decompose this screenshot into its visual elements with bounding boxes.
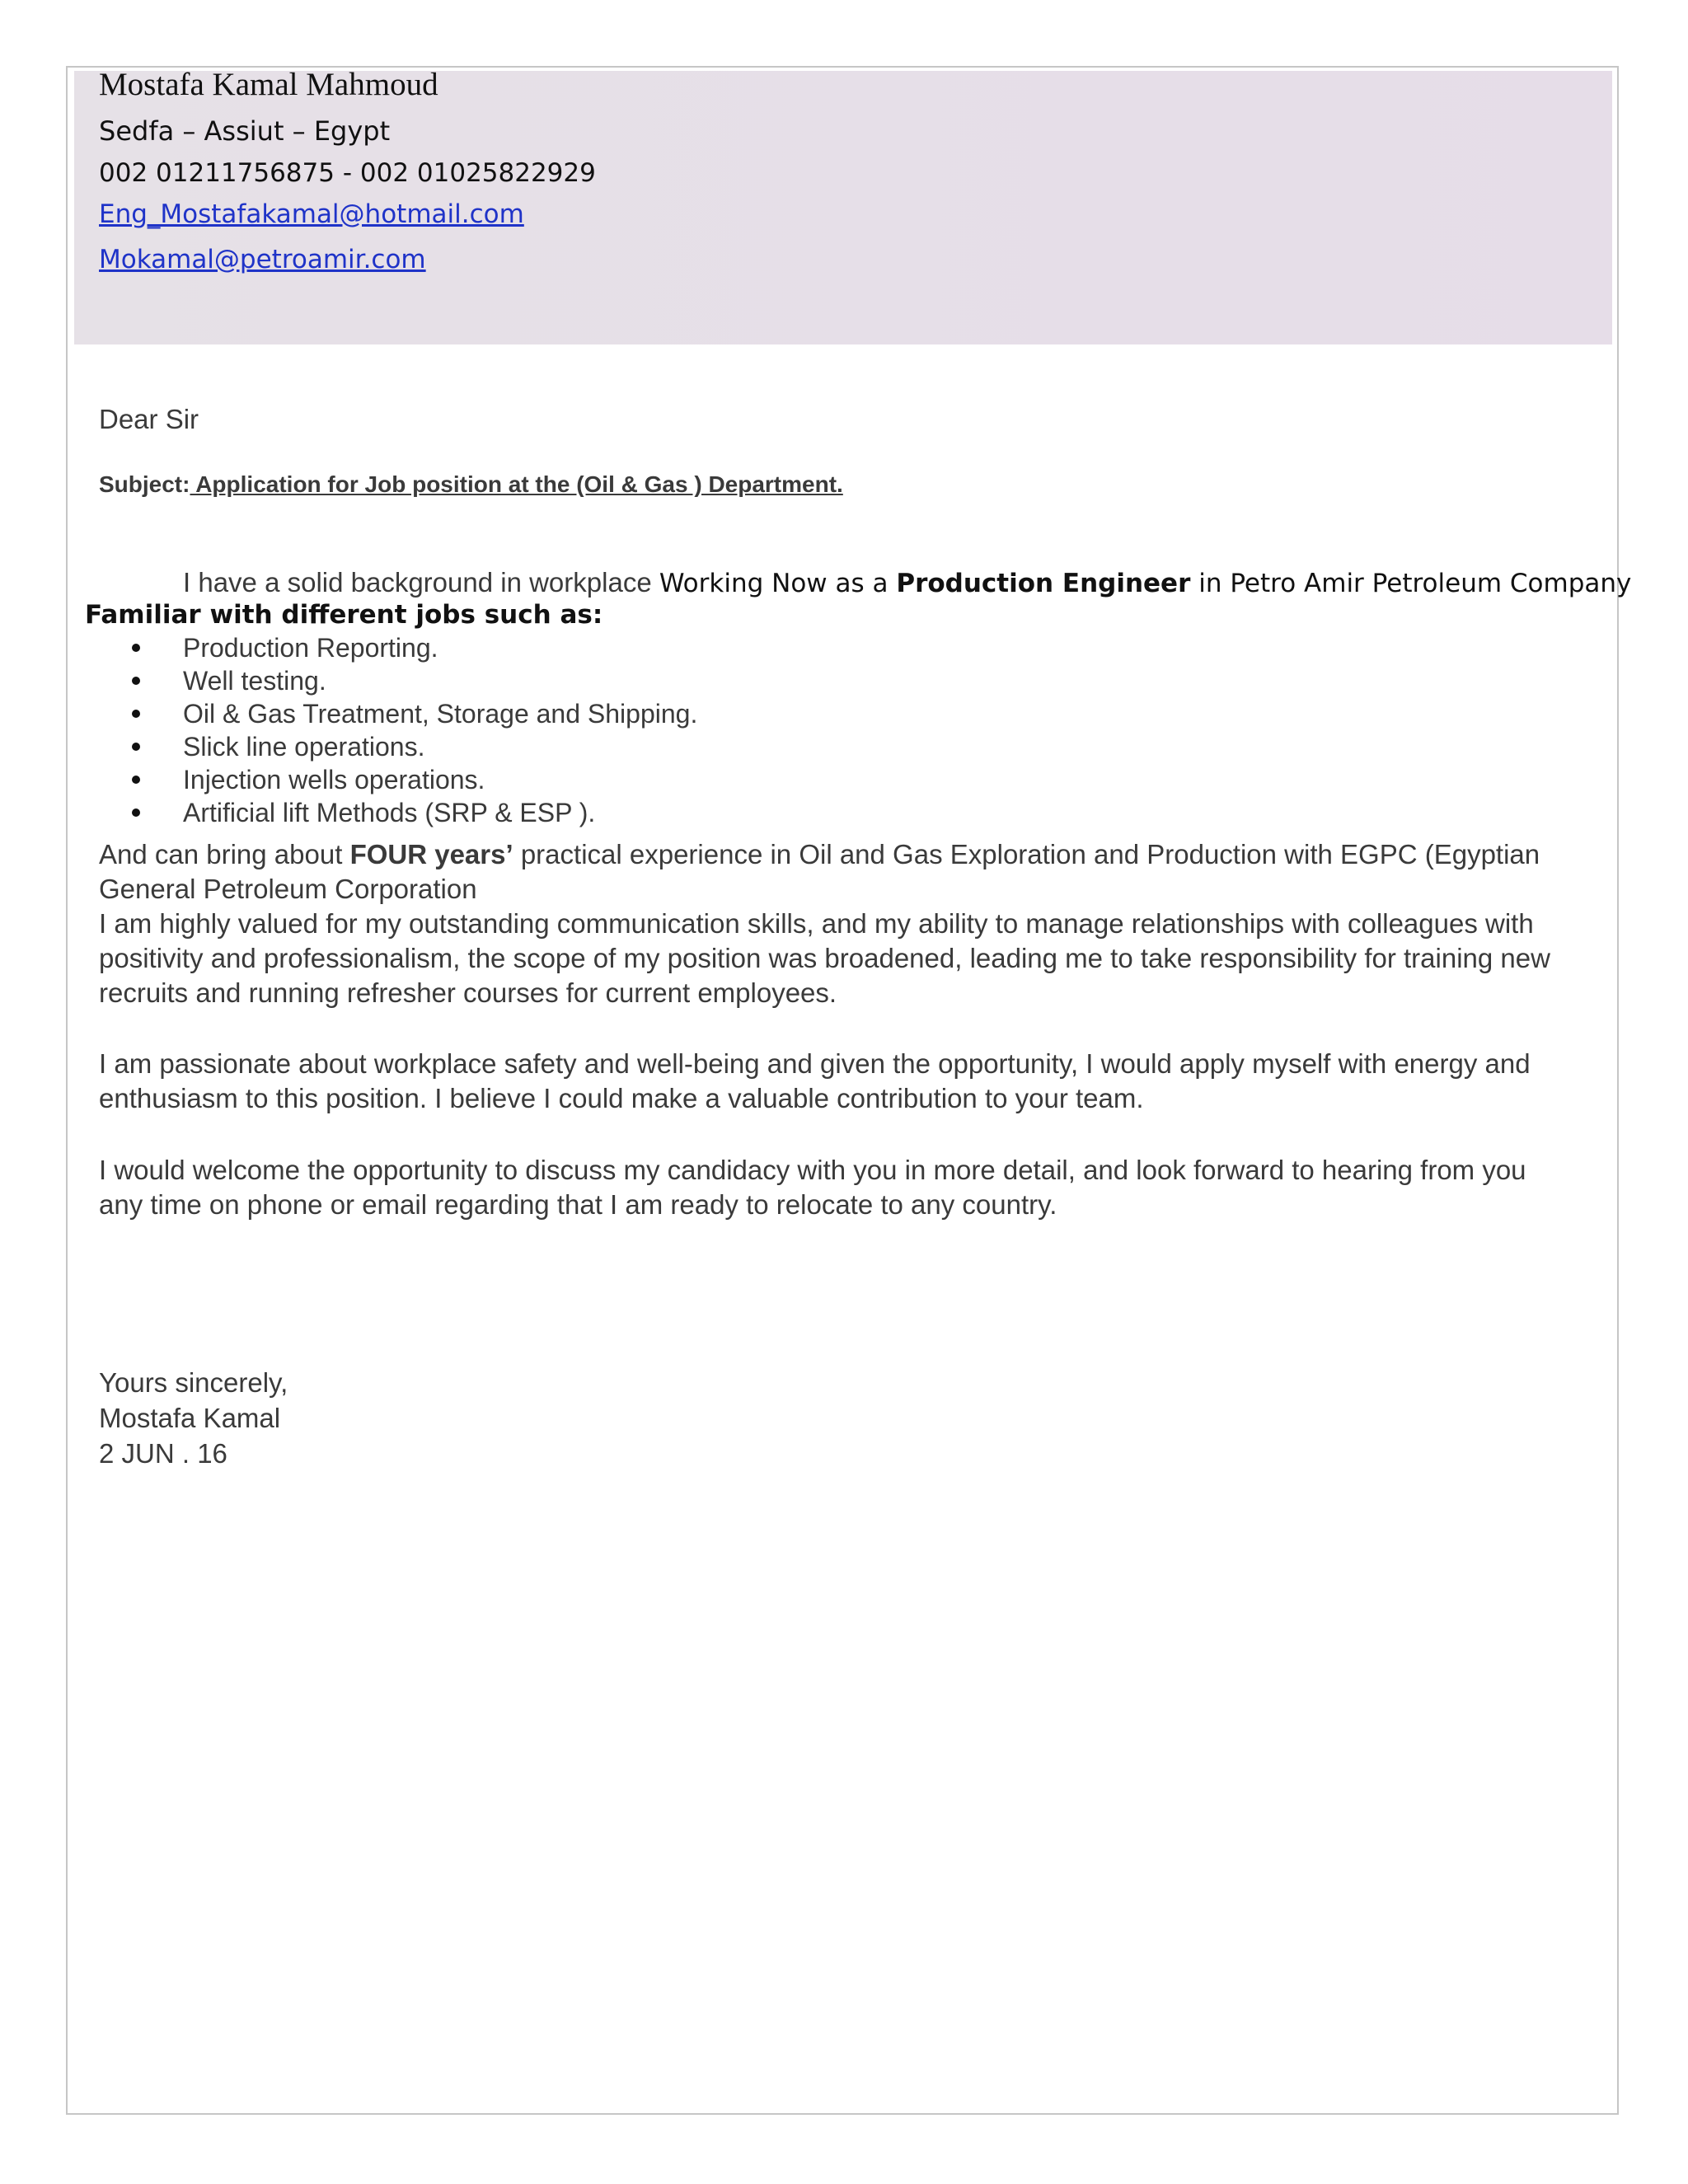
paragraph-line: I am highly valued for my outstanding communication skills, and my ability to manage relationships with colleagues with <box>99 908 1534 939</box>
bullet-icon <box>132 677 140 685</box>
paragraph-line: any time on phone or email regarding that I am ready to relocate to any country. <box>99 1189 1057 1220</box>
bullet-icon <box>132 743 140 751</box>
paragraph-line: recruits and running refresher courses for current employees. <box>99 977 837 1008</box>
welcome-paragraph <box>99 1153 1574 1222</box>
bullet-icon <box>132 710 140 718</box>
paragraph-line: I am passionate about workplace safety and well-being and given the opportunity, I would apply myself with energy and <box>99 1048 1531 1079</box>
sender-phones: 002 01211756875 - 002 01025822929 <box>99 158 596 188</box>
bullet-icon <box>132 644 140 652</box>
passion-paragraph <box>99 1047 1574 1116</box>
email-link-primary[interactable]: Eng_Mostafakamal@hotmail.com <box>99 199 524 229</box>
sender-address: Sedfa – Assiut – Egypt <box>99 115 391 147</box>
letter-date: 2 JUN . 16 <box>99 1438 227 1469</box>
signature-name: Mostafa Kamal <box>99 1403 281 1433</box>
subject-line <box>99 471 843 498</box>
intro-part-1: I have a solid background in workplace <box>183 567 659 598</box>
intro-line <box>183 567 1632 598</box>
paragraph-line: I would welcome the opportunity to discuss my candidacy with you in more detail, and look forward to hearing from you <box>99 1155 1526 1185</box>
experience-line-2: General Petroleum Corporation <box>99 874 477 904</box>
closing-block <box>99 1365 288 1471</box>
bullet-icon <box>132 776 140 784</box>
subject-label: Subject: <box>99 471 190 497</box>
familiar-heading: Familiar with different jobs such as: <box>85 600 603 630</box>
intro-part-2: Working Now as a <box>659 569 897 598</box>
intro-job-title: Production Engineer <box>896 569 1191 598</box>
experience-line-1: And can bring about FOUR years’ practical experience in Oil and Gas Exploration and Production with EGPC (Egyptian <box>99 839 1540 869</box>
intro-part-4: in Petro Amir Petroleum Company <box>1190 569 1632 598</box>
greeting: Dear Sir <box>99 404 199 434</box>
closing-phrase: Yours sincerely, <box>99 1367 288 1398</box>
experience-paragraph <box>99 837 1574 907</box>
subject-text: Application for Job position at the (Oil & Gas ) Department. <box>190 471 843 497</box>
experience-years: FOUR years’ <box>349 839 513 869</box>
bullet-icon <box>132 808 140 817</box>
paragraph-line: enthusiasm to this position. I believe I could make a valuable contribution to your team. <box>99 1083 1144 1113</box>
paragraph-line: positivity and professionalism, the scope of my position was broadened, leading me to take responsibility for training new <box>99 943 1550 973</box>
sender-name: Mostafa Kamal Mahmoud <box>99 67 438 102</box>
email-link-secondary[interactable]: Mokamal@petroamir.com <box>99 245 426 274</box>
skills-paragraph <box>99 907 1574 1010</box>
